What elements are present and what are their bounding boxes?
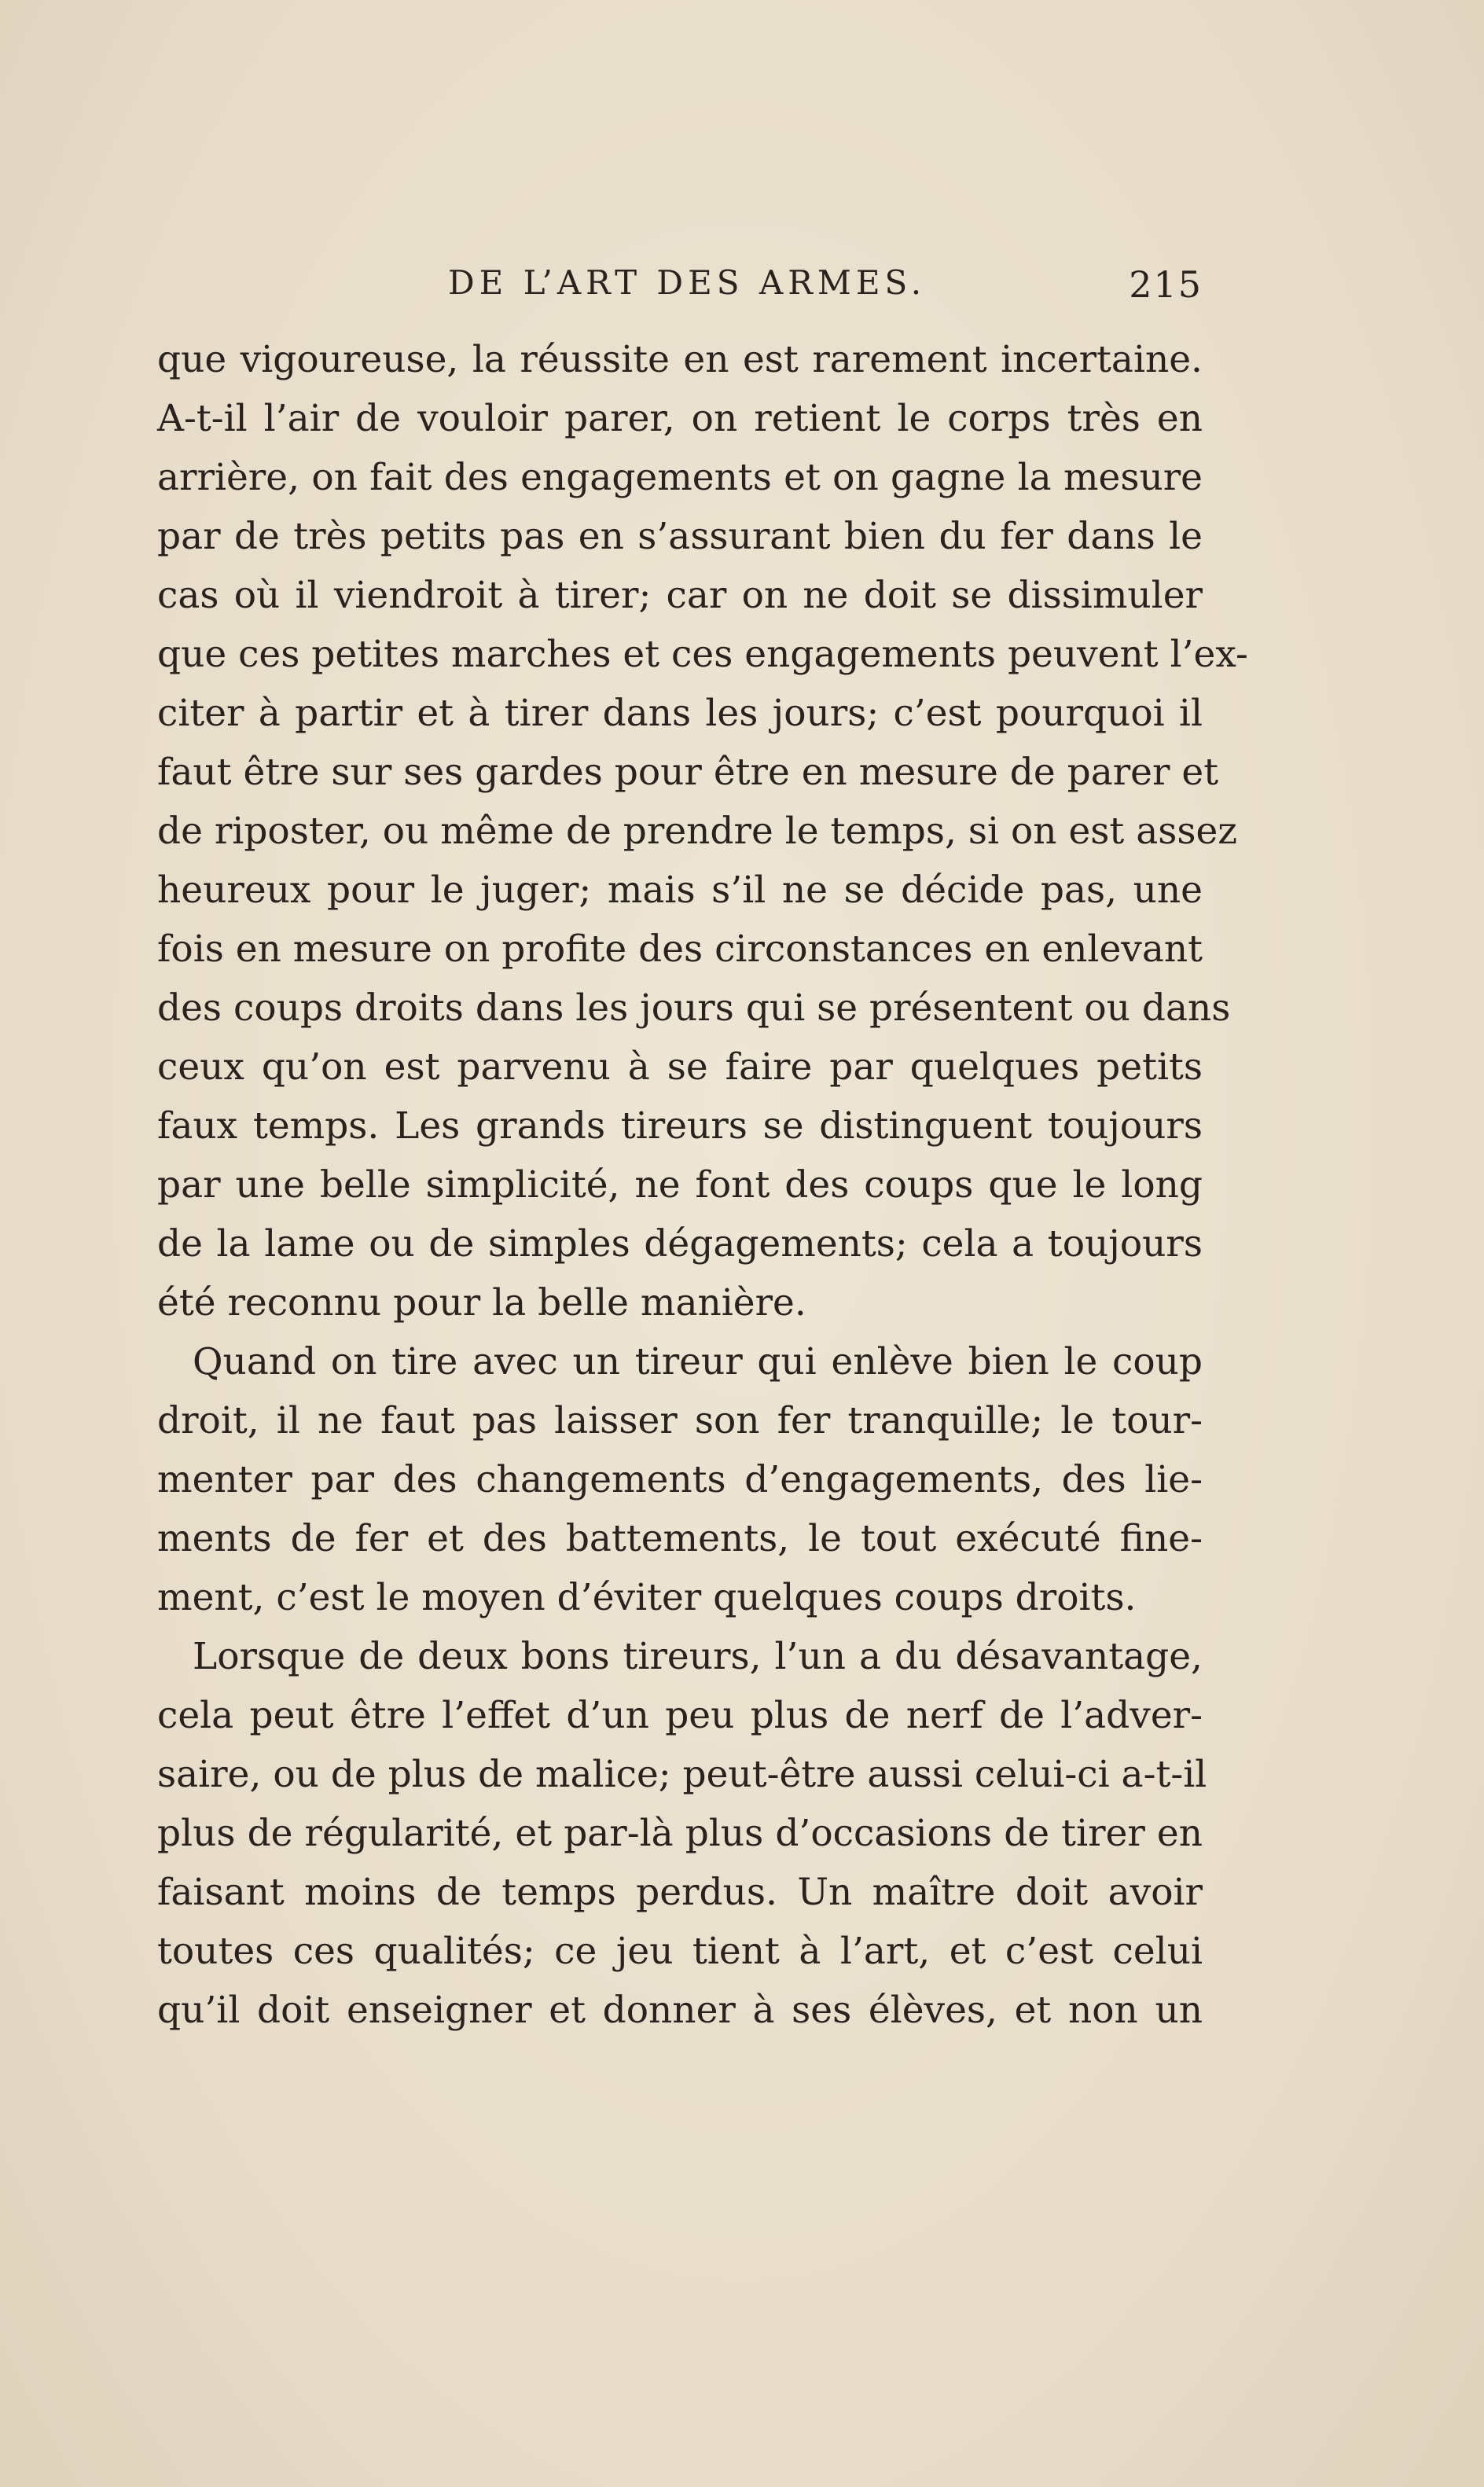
text-line: droit, il ne faut pas laisser son fer tranquille; le tour-: [157, 1399, 1203, 1442]
text-line: ments de fer et des battements, le tout exécuté fine-: [157, 1517, 1203, 1560]
page-number: 215: [1129, 263, 1203, 306]
text-line: menter par des changements d’engagements, des lie-: [157, 1458, 1203, 1501]
text-line: plus de régularité, et par-là plus d’occasions de tirer en: [157, 1812, 1203, 1855]
text-line: ment, c’est le moyen d’éviter quelques coups droits.: [157, 1576, 1137, 1619]
text-line: ceux qu’on est parvenu à se faire par quelques petits: [157, 1045, 1203, 1089]
text-line: de la lame ou de simples dégagements; cela a toujours: [157, 1222, 1203, 1266]
text-line: arrière, on fait des engagements et on gagne la mesure: [157, 456, 1203, 499]
text-line: par une belle simplicité, ne font des coups que le long: [157, 1163, 1203, 1207]
text-line: saire, ou de plus de malice; peut-être aussi celui-ci a-t-il: [157, 1753, 1207, 1796]
text-line: de riposter, ou même de prendre le temps, si on est assez: [157, 810, 1238, 853]
text-line: faut être sur ses gardes pour être en mesure de parer et: [157, 751, 1219, 794]
text-line: faisant moins de temps perdus. Un maître doit avoir: [157, 1871, 1203, 1914]
text-line: toutes ces qualités; ce jeu tient à l’art, et c’est celui: [157, 1930, 1203, 1973]
text-line: faux temps. Les grands tireurs se distinguent toujours: [157, 1104, 1203, 1148]
running-title: DE L’ART DES ARMES.: [448, 263, 927, 302]
text-line: A-t-il l’air de vouloir parer, on retient le corps très en: [157, 397, 1203, 440]
page-header: [157, 263, 1203, 318]
body-text: [157, 330, 1248, 2040]
text-line: cas où il viendroit à tirer; car on ne doit se dissimuler: [157, 574, 1203, 617]
text-line: cela peut être l’effet d’un peu plus de nerf de l’adver-: [157, 1694, 1203, 1737]
text-line: que vigoureuse, la réussite en est rarement incertaine.: [157, 338, 1203, 381]
text-line: Quand on tire avec un tireur qui enlève bien le coup: [193, 1340, 1203, 1383]
text-line: été reconnu pour la belle manière.: [157, 1281, 806, 1324]
text-line: des coups droits dans les jours qui se présentent ou dans: [157, 986, 1231, 1030]
text-line: fois en mesure on profite des circonstances en enlevant: [157, 928, 1203, 971]
text-line: Lorsque de deux bons tireurs, l’un a du désavantage,: [193, 1635, 1203, 1678]
text-line: que ces petites marches et ces engagements peuvent l’ex-: [157, 633, 1248, 676]
text-line: par de très petits pas en s’assurant bien du fer dans le: [157, 515, 1203, 558]
text-line: citer à partir et à tirer dans les jours; c’est pourquoi il: [157, 692, 1203, 735]
text-line: qu’il doit enseigner et donner à ses élèves, et non un: [157, 1989, 1203, 2032]
text-line: heureux pour le juger; mais s’il ne se décide pas, une: [157, 869, 1203, 912]
